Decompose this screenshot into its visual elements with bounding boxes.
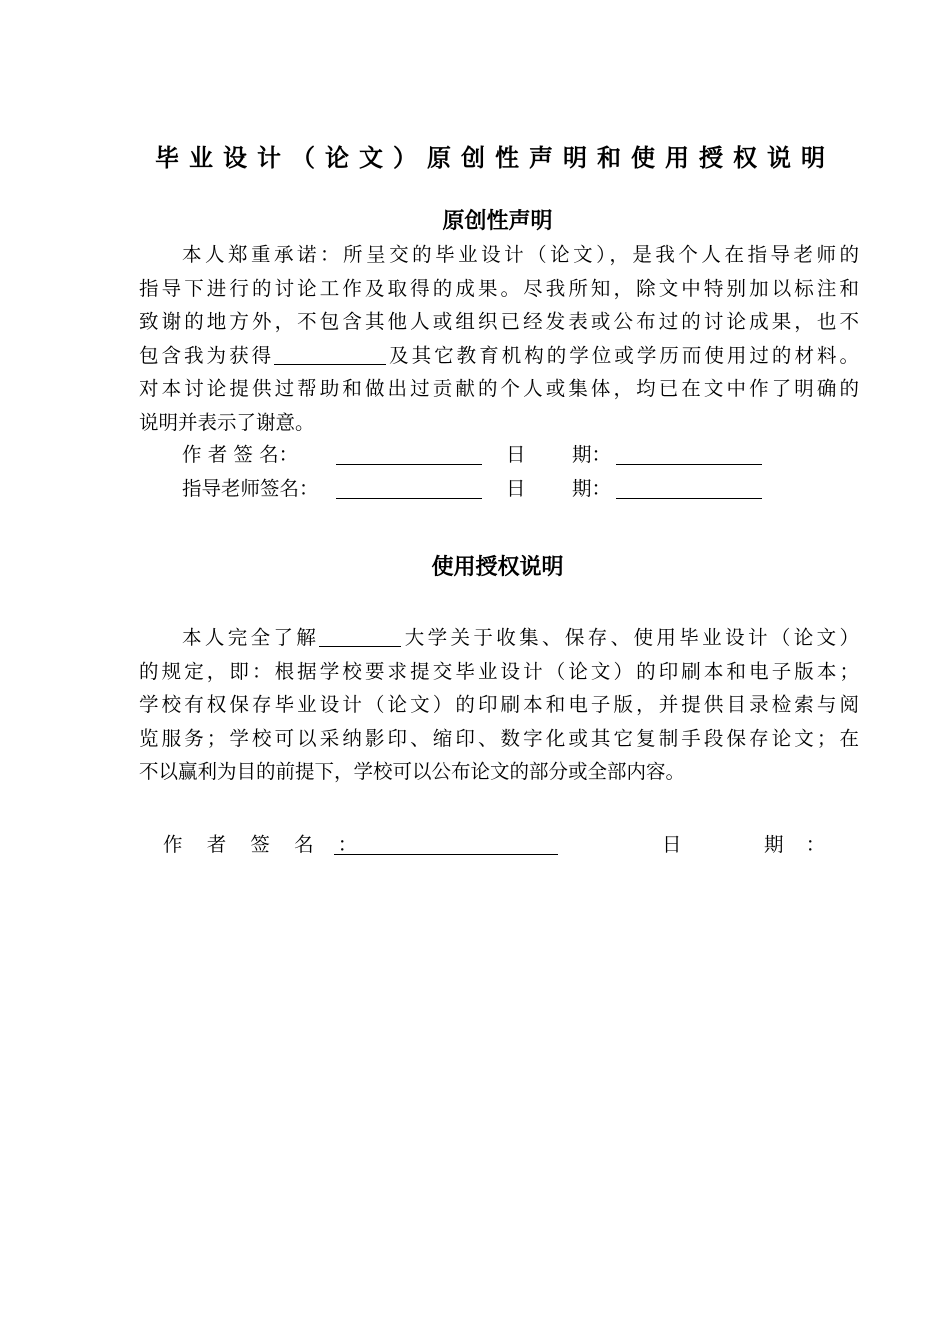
authorization-paragraph [139, 621, 859, 789]
originality-heading: 原创性声明 [442, 209, 553, 234]
authorization-line-2: 的规定，即：根据学校要求提交毕业设计（论文）的印刷本和电子版本； [139, 659, 859, 683]
authorization-signature-field[interactable] [334, 832, 558, 855]
originality-line-4 [139, 339, 859, 373]
degree-blank-field[interactable] [274, 344, 386, 365]
author-date-field[interactable] [616, 442, 762, 465]
authorization-line-1-start: 本人完全了解 [182, 626, 320, 649]
originality-line-6: 说明并表示了谢意。 [139, 410, 315, 434]
supervisor-date-label-qi: 期： [572, 477, 612, 500]
supervisor-signature-field[interactable] [336, 476, 482, 499]
originality-paragraph [139, 238, 859, 439]
supervisor-date-field[interactable] [616, 476, 762, 499]
originality-line-4-end: 及其它教育机构的学位或学历而使用过的材料。 [386, 343, 859, 367]
authorization-line-1-end: 大学关于收集、保存、使用毕业设计（论文） [401, 626, 859, 649]
document-title: 毕业设计（论文）原创性声明和使用授权说明 [155, 144, 835, 172]
author-signature-field[interactable] [336, 442, 482, 465]
supervisor-sign-label: 指导老师签名： [182, 477, 319, 500]
authorization-date-label-qi: 期 ： [764, 833, 834, 856]
originality-line-2: 指导下进行的讨论工作及取得的成果。尽我所知，除文中特别加以标注和 [139, 276, 859, 300]
authorization-author-sign-label: 作 者 签 名 ： [163, 833, 367, 856]
supervisor-date-label-ri: 日 [506, 477, 526, 500]
authorization-line-4: 览服务；学校可以采纳影印、缩印、数字化或其它复制手段保存论文；在 [139, 726, 859, 750]
originality-line-4-start: 包含我为获得 [139, 343, 275, 367]
authorization-heading: 使用授权说明 [431, 555, 564, 580]
originality-line-3: 致谢的地方外，不包含其他人或组织已经发表或公布过的讨论成果，也不 [139, 310, 859, 333]
author-sign-label: 作 者 签 名： [182, 443, 299, 466]
author-signature-row [0, 442, 950, 470]
supervisor-signature-row [0, 476, 950, 504]
university-blank-field[interactable] [319, 627, 401, 648]
originality-line-1: 本人郑重承诺：所呈交的毕业设计（论文），是我个人在指导老师的 [182, 243, 859, 266]
authorization-line-3: 学校有权保存毕业设计（论文）的印刷本和电子版，并提供目录检索与阅 [139, 693, 859, 716]
author-date-label-ri: 日 [506, 443, 526, 466]
authorization-date-label-ri: 日 [662, 833, 686, 856]
author-date-label-qi: 期： [572, 443, 612, 466]
authorization-signature-row [0, 832, 950, 862]
authorization-line-5: 不以赢利为目的前提下，学校可以公布论文的部分或全部内容。 [139, 760, 686, 783]
authorization-line-1 [139, 621, 859, 655]
originality-line-5: 对本讨论提供过帮助和做出过贡献的个人或集体，均已在文中作了明确的 [139, 377, 859, 400]
